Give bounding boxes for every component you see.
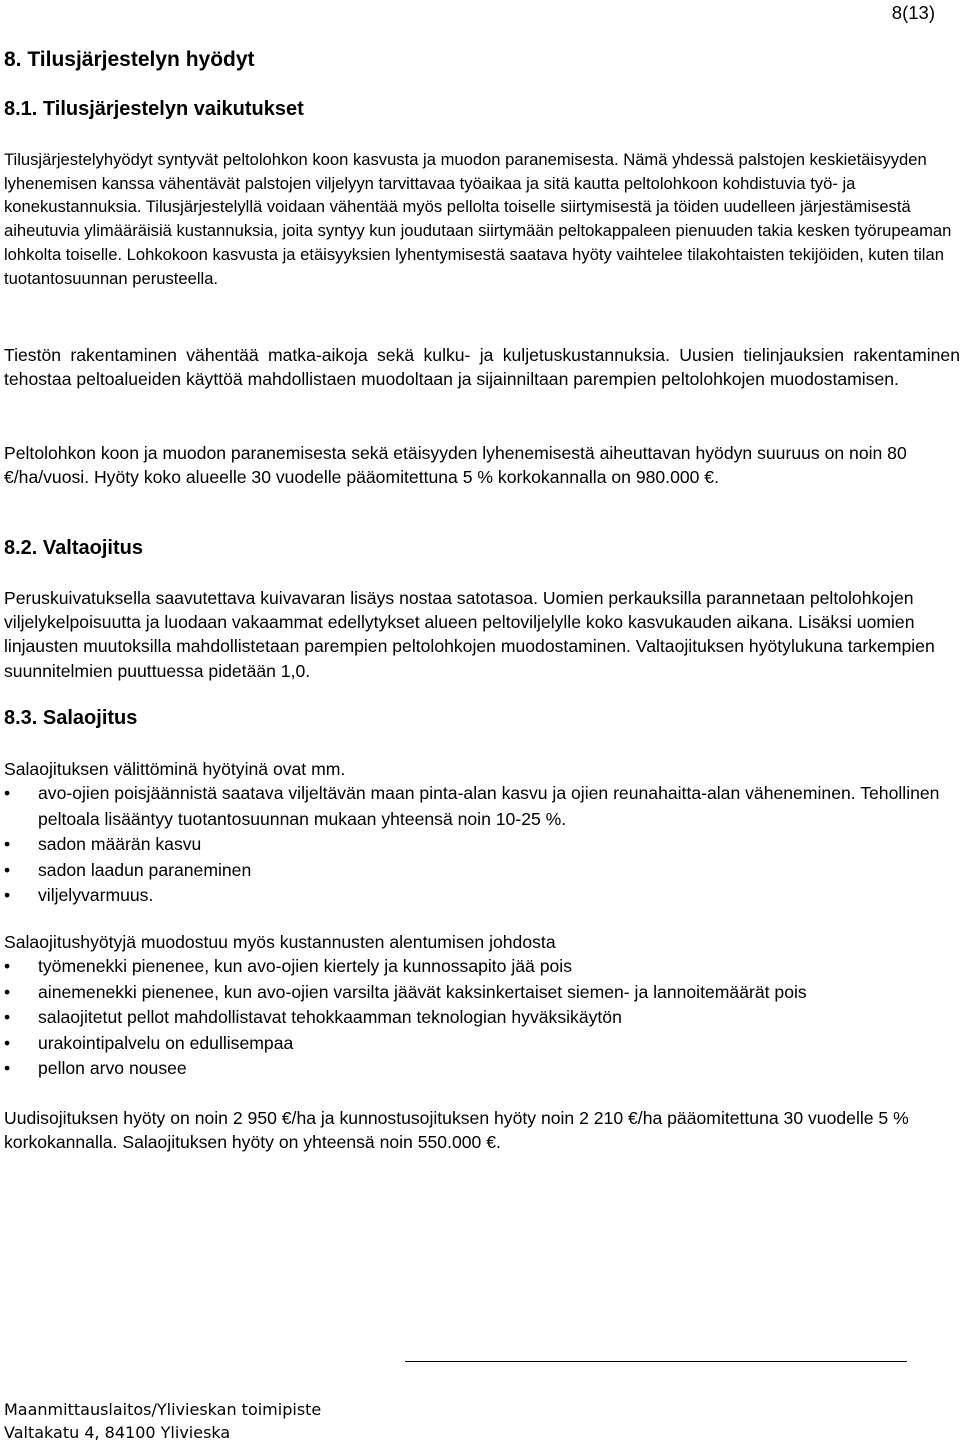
section-8-1-paragraph-1: Tilusjärjestelyhyödyt syntyvät peltolohkon koon kasvusta ja muodon paranemisesta. Nämä yhdessä palstojen keskietäisyyden lyhenemisen kanssa vähentävät palstojen viljelyyn tarvittavaa työaikaa ja sitä kautta peltolohkoon kohdistuvia työ- ja konekustannuksia. Tilusjärjestelyllä voidaan vähentää myös pellolta toiselle siirtymisestä ja töiden uudelleen järjestämisestä aiheutuvia ylimääräisiä kustannuksia, joita syntyy kun joudutaan siirtymään peltokappaleen pienuuden takia kesken työrupeaman lohkolta toiselle. Lohkokoon kasvusta ja etäisyyksien lyhentymisestä saatava hyöty vaihtelee tilakohtaisten tekijöiden, kuten tilan tuotantosuunnan perusteella. [4,150,952,288]
list-item: • urakointipalvelu on edullisempaa [4,1031,960,1057]
section-8-2-paragraph: Peruskuivatuksella saavutettava kuivavaran lisäys nostaa satotasoa. Uomien perkauksilla parannetaan peltolohkojen viljelykelpoisuutta ja luodaan vakaammat edellytykset alueen peltoviljelylle koko kasvukauden aikana. Lisäksi uomien linjausten muutoksilla mahdollistetaan parempien peltolohkojen muodostaminen. Valtaojituksen hyötylukuna tarkempien suunnitelmien puuttuessa pidetään 1,0. [4,588,935,681]
footer-organization: Maanmittauslaitos/Ylivieskan toimipiste [4,1400,322,1419]
cost-benefits-list [4,954,960,1082]
bullet-icon: • [4,783,11,803]
bullet-icon: • [4,1032,11,1053]
section-8-1-paragraph-3: Peltolohkon koon ja muodon paranemisesta sekä etäisyyden lyhenemisestä aiheuttavan hyödyn suuruus on noin 80 €/ha/vuosi. Hyöty koko alueelle 30 vuodelle pääomitettuna 5 % korkokannalla on 980.000 €. [4,443,907,488]
direct-benefits-list [4,781,960,909]
footer-divider [405,1361,907,1362]
bullet-icon: • [4,1058,11,1078]
page-number: 8(13) [891,2,935,23]
list-item: • pellon arvo nousee [4,1056,960,1082]
bullet-icon: • [4,1007,11,1027]
bullet-icon: • [4,885,11,905]
main-heading: 8. Tilusjärjestelyn hyödyt [4,48,255,71]
footer-address: Valtakatu 4, 84100 Ylivieska [4,1423,231,1442]
list-item: • sadon määrän kasvu [4,832,960,858]
bullet-icon: • [4,981,11,1002]
section-8-3-intro-1: Salaojituksen välittöminä hyötyinä ovat mm. [4,759,346,779]
list-item: • ainemenekki pienenee, kun avo-ojien varsilta jäävät kaksinkertaiset siemen- ja lannoitemäärät pois [4,980,960,1006]
section-8-3-title: 8.3. Salaojitus [4,707,138,729]
bullet-icon: • [4,834,11,854]
section-8-3-intro-2: Salaojitushyötyjä muodostuu myös kustannusten alentumisen johdosta [4,932,556,952]
section-8-3-summary: Uudisojituksen hyöty on noin 2 950 €/ha ja kunnostusojituksen hyöty noin 2 210 €/ha pääomitettuna 30 vuodelle 5 % korkokannalla. Salaojituksen hyöty on yhteensä noin 550.000 €. [4,1108,909,1153]
section-8-1-title: 8.1. Tilusjärjestelyn vaikutukset [4,98,304,120]
bullet-icon: • [4,859,11,880]
list-item: • viljelyvarmuus. [4,883,960,909]
list-item: • salaojitetut pellot mahdollistavat tehokkaamman teknologian hyväksikäytön [4,1005,960,1031]
list-item: • avo-ojien poisjäännistä saatava viljeltävän maan pinta-alan kasvu ja ojien reunahaitta-alan väheneminen. Tehollinen peltoala lisääntyy tuotantosuunnan mukaan yhteensä noin 10-25 %. [4,783,940,829]
bullet-icon: • [4,956,11,976]
section-8-2-title: 8.2. Valtaojitus [4,537,143,559]
section-8-1-paragraph-2: Tiestön rakentaminen vähentää matka-aikoja sekä kulku- ja kuljetuskustannuksia. Uusien tielinjauksien rakentaminen tehostaa peltoalueiden käyttöä mahdollistaen muodoltaan ja sijainniltaan parempien peltolohkojen muodostamisen. [4,345,960,390]
list-item: • työmenekki pienenee, kun avo-ojien kiertely ja kunnossapito jää pois [4,954,960,980]
list-item: • sadon laadun paraneminen [4,858,960,884]
